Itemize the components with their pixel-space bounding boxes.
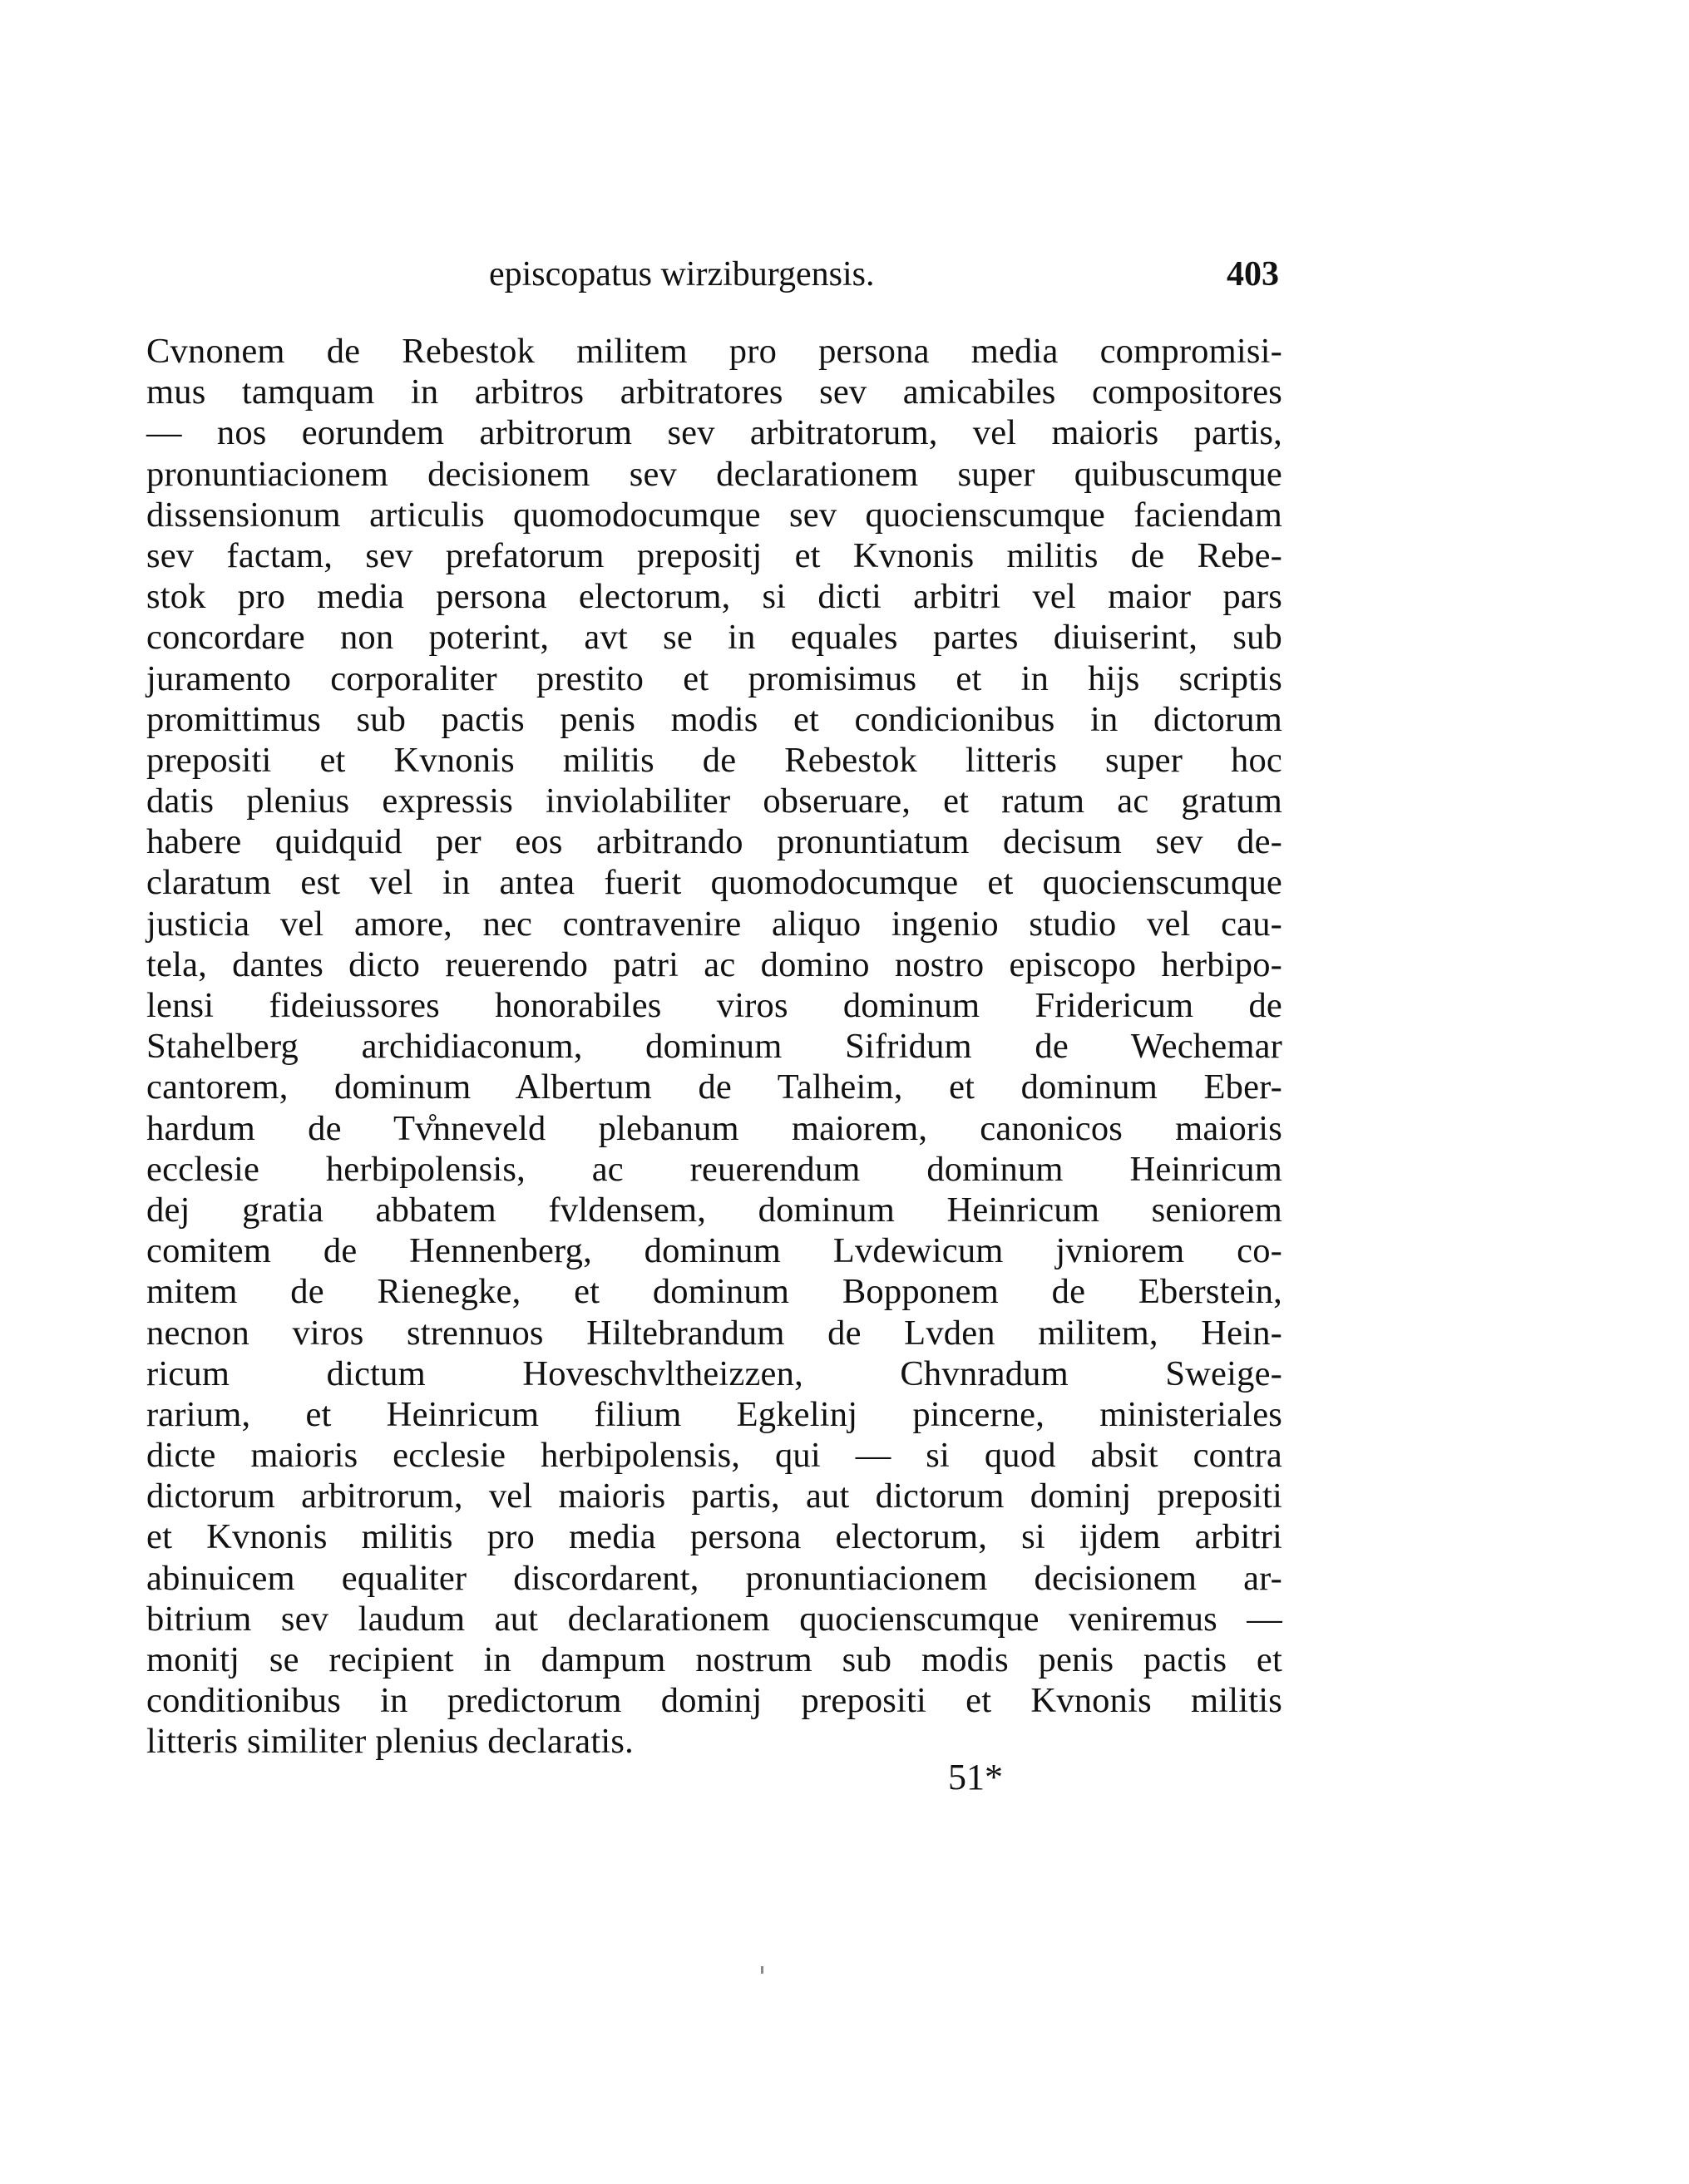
text-line: rarium, et Heinricum filium Egkelinj pincerne, ministeriales <box>146 1394 1282 1434</box>
text-line: sev factam, sev prefatorum prepositj et Kvnonis militis de Rebe- <box>146 535 1282 575</box>
text-line: lensi fideiussores honorabiles viros dominum Fridericum de <box>146 986 1282 1025</box>
text-line: mus tamquam in arbitros arbitratores sev amicabiles compositores <box>146 372 1282 412</box>
text-line: et Kvnonis militis pro media persona electorum, si ijdem arbitri <box>146 1517 1282 1557</box>
text-line: Stahelberg archidiaconum, dominum Sifridum de Wechemar <box>146 1027 1282 1067</box>
text-line: promittimus sub pactis penis modis et condicionibus in dictorum <box>146 699 1282 739</box>
text-line: comitem de Hennenberg, dominum Lvdewicum jvniorem co- <box>146 1231 1282 1271</box>
text-line: ricum dictum Hoveschvltheizzen, Chvnradum Sweige- <box>146 1353 1282 1393</box>
text-line: — nos eorundem arbitrorum sev arbitratorum, vel maioris partis, <box>146 413 1282 453</box>
page-number: 403 <box>1227 255 1279 293</box>
text-line: monitj se recipient in dampum nostrum sub modis penis pactis et <box>146 1640 1282 1679</box>
text-line: dicte maioris ecclesie herbipolensis, qui — si quod absit contra <box>146 1436 1282 1476</box>
text-line: dissensionum articulis quomodocumque sev quocienscumque faciendam <box>146 495 1282 535</box>
text-line: juramento corporaliter prestito et promisimus et in hijs scriptis <box>146 658 1282 698</box>
text-line: prepositi et Kvnonis militis de Rebestok litteris super hoc <box>146 740 1282 780</box>
text-line: conditionibus in predictorum dominj prepositi et Kvnonis militis <box>146 1681 1282 1721</box>
text-line: hardum de Tv̊nneveld plebanum maiorem, canonicos maioris <box>146 1108 1282 1148</box>
text-line: ecclesie herbipolensis, ac reuerendum dominum Heinricum <box>146 1149 1282 1189</box>
text-line: dictorum arbitrorum, vel maioris partis, aut dictorum dominj prepositi <box>146 1477 1282 1516</box>
text-line: bitrium sev laudum aut declarationem quocienscumque veniremus — <box>146 1599 1282 1639</box>
text-line: tela, dantes dicto reuerendo patri ac domino nostro episcopo herbipo- <box>146 944 1282 984</box>
text-line: stok pro media persona electorum, si dicti arbitri vel maior pars <box>146 577 1282 617</box>
text-line: datis plenius expressis inviolabiliter obseruare, et ratum ac gratum <box>146 781 1282 821</box>
running-head <box>148 249 1279 308</box>
text-line: pronuntiacionem decisionem sev declarationem super quibuscumque <box>146 454 1282 494</box>
text-line: concordare non poterint, avt se in equales partes diuiserint, sub <box>146 618 1282 658</box>
text-line: cantorem, dominum Albertum de Talheim, et dominum Eber- <box>146 1067 1282 1107</box>
text-line-last: litteris similiter plenius declaratis. <box>146 1722 634 1762</box>
text-line: abinuicem equaliter discordarent, pronuntiacionem decisionem ar- <box>146 1558 1282 1598</box>
text-line: habere quidquid per eos arbitrando pronuntiatum decisum sev de- <box>146 822 1282 862</box>
text-line: justicia vel amore, nec contravenire aliquo ingenio studio vel cau- <box>146 904 1282 944</box>
print-speck <box>761 1966 763 1974</box>
running-title: episcopatus wirziburgensis. <box>489 255 875 293</box>
text-body <box>146 331 1282 1762</box>
text-line: necnon viros strennuos Hiltebrandum de Lvden militem, Hein- <box>146 1313 1282 1353</box>
text-line: dej gratia abbatem fvldensem, dominum Heinricum seniorem <box>146 1190 1282 1230</box>
text-line: Cvnonem de Rebestok militem pro persona media compromisi- <box>146 332 1282 371</box>
text-line: claratum est vel in antea fuerit quomodocumque et quocienscumque <box>146 863 1282 903</box>
signature-mark: 51* <box>948 1757 1003 1797</box>
text-line: mitem de Rienegke, et dominum Bopponem de Eberstein, <box>146 1272 1282 1312</box>
